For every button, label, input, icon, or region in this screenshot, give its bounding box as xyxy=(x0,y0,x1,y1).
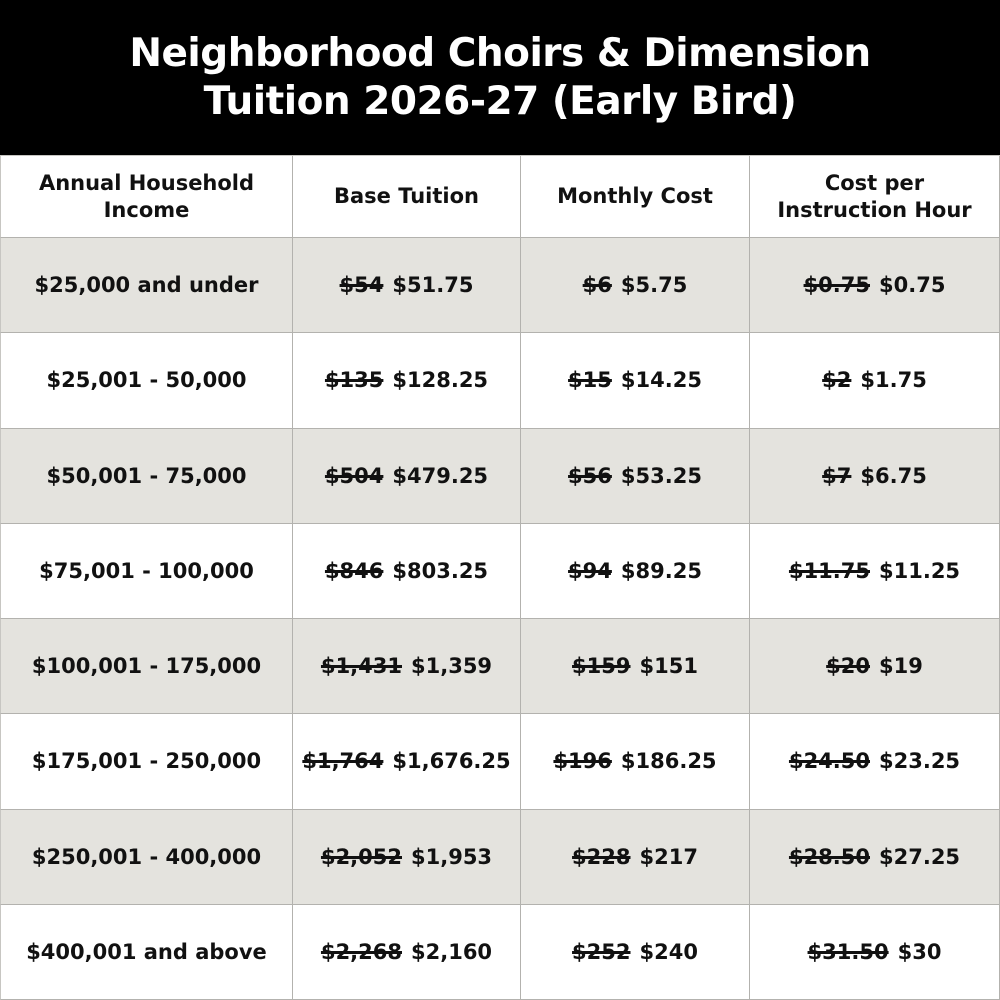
early-bird-price: $5.75 xyxy=(620,273,688,298)
early-bird-price: $30 xyxy=(897,939,942,964)
original-price: $1,764 xyxy=(302,749,384,774)
early-bird-price: $27.25 xyxy=(879,844,961,869)
original-price: $11.75 xyxy=(788,558,870,583)
original-price: $94 xyxy=(568,558,612,583)
early-bird-price: $1.75 xyxy=(860,368,927,393)
title-line-2: Tuition 2026-27 (Early Bird) xyxy=(203,78,797,124)
table-row xyxy=(0,524,1000,619)
original-price: $6 xyxy=(582,273,612,298)
income-cell xyxy=(0,905,293,1000)
original-price: $135 xyxy=(324,368,384,393)
income-cell xyxy=(0,238,293,333)
title-line-1: Neighborhood Choirs & Dimension xyxy=(129,30,871,76)
income-cell xyxy=(0,810,293,905)
table-row xyxy=(0,810,1000,905)
early-bird-price: $217 xyxy=(639,844,698,869)
income-range: $100,001 - 175,000 xyxy=(31,654,262,679)
early-bird-price: $151 xyxy=(639,654,698,679)
income-cell xyxy=(0,333,293,428)
cost-per-hour-cell xyxy=(750,238,1000,333)
cost-per-hour-cell xyxy=(750,714,1000,809)
early-bird-price: $2,160 xyxy=(411,939,493,964)
original-price: $20 xyxy=(826,654,870,679)
cost-per-hour-cell xyxy=(750,333,1000,428)
income-range: $75,001 - 100,000 xyxy=(39,558,254,583)
table-row xyxy=(0,333,1000,428)
cost-per-hour-cell xyxy=(750,524,1000,619)
original-price: $54 xyxy=(339,273,384,298)
early-bird-price: $53.25 xyxy=(620,463,702,488)
income-cell xyxy=(0,524,293,619)
table-row xyxy=(0,619,1000,714)
base-tuition-cell xyxy=(293,238,521,333)
income-range: $25,001 - 50,000 xyxy=(46,368,247,393)
cost-per-hour-cell xyxy=(750,905,1000,1000)
cost-per-hour-cell xyxy=(750,619,1000,714)
original-price: $504 xyxy=(324,463,384,488)
original-price: $56 xyxy=(568,463,612,488)
early-bird-price: $51.75 xyxy=(392,273,474,298)
income-range: $400,001 and above xyxy=(26,939,267,964)
income-cell xyxy=(0,619,293,714)
income-range: $25,000 and under xyxy=(34,273,259,298)
original-price: $28.50 xyxy=(788,844,870,869)
original-price: $252 xyxy=(572,939,631,964)
original-price: $2 xyxy=(822,368,852,393)
original-price: $0.75 xyxy=(803,273,870,298)
cost-per-hour-cell xyxy=(750,429,1000,524)
monthly-cost-cell xyxy=(521,810,750,905)
early-bird-price: $23.25 xyxy=(879,749,961,774)
original-price: $846 xyxy=(324,558,384,583)
original-price: $24.50 xyxy=(788,749,870,774)
tuition-table xyxy=(0,155,1000,1000)
table-row xyxy=(0,238,1000,333)
income-range: $50,001 - 75,000 xyxy=(46,463,247,488)
early-bird-price: $0.75 xyxy=(879,273,946,298)
monthly-cost-cell xyxy=(521,429,750,524)
monthly-cost-cell xyxy=(521,619,750,714)
column-header-income: Annual Household Income xyxy=(0,156,293,238)
base-tuition-cell xyxy=(293,619,521,714)
original-price: $228 xyxy=(572,844,631,869)
column-header-base-tuition: Base Tuition xyxy=(293,156,521,238)
monthly-cost-cell xyxy=(521,905,750,1000)
early-bird-price: $1,953 xyxy=(411,844,493,869)
early-bird-price: $479.25 xyxy=(392,463,489,488)
income-cell xyxy=(0,429,293,524)
page-title xyxy=(129,30,870,125)
income-cell xyxy=(0,714,293,809)
original-price: $7 xyxy=(822,463,852,488)
early-bird-price: $1,676.25 xyxy=(392,749,511,774)
base-tuition-cell xyxy=(293,810,521,905)
monthly-cost-cell xyxy=(521,333,750,428)
income-range: $250,001 - 400,000 xyxy=(31,844,262,869)
early-bird-price: $19 xyxy=(879,654,923,679)
original-price: $1,431 xyxy=(320,654,402,679)
early-bird-price: $803.25 xyxy=(392,558,489,583)
early-bird-price: $6.75 xyxy=(860,463,927,488)
table-row xyxy=(0,905,1000,1000)
early-bird-price: $14.25 xyxy=(620,368,702,393)
column-header-cost-per-hour: Cost per Instruction Hour xyxy=(750,156,1000,238)
table-header-row xyxy=(0,156,1000,238)
base-tuition-cell xyxy=(293,714,521,809)
income-range: $175,001 - 250,000 xyxy=(31,749,262,774)
base-tuition-cell xyxy=(293,333,521,428)
cost-per-hour-cell xyxy=(750,810,1000,905)
early-bird-price: $186.25 xyxy=(620,749,717,774)
monthly-cost-cell xyxy=(521,238,750,333)
early-bird-price: $1,359 xyxy=(411,654,493,679)
original-price: $31.50 xyxy=(807,939,889,964)
original-price: $159 xyxy=(572,654,631,679)
early-bird-price: $89.25 xyxy=(620,558,702,583)
base-tuition-cell xyxy=(293,905,521,1000)
title-banner xyxy=(0,0,1000,155)
base-tuition-cell xyxy=(293,524,521,619)
original-price: $196 xyxy=(553,749,612,774)
base-tuition-cell xyxy=(293,429,521,524)
column-header-monthly-cost: Monthly Cost xyxy=(521,156,750,238)
early-bird-price: $240 xyxy=(639,939,698,964)
table-row xyxy=(0,714,1000,809)
monthly-cost-cell xyxy=(521,524,750,619)
original-price: $2,268 xyxy=(320,939,402,964)
early-bird-price: $128.25 xyxy=(392,368,489,393)
original-price: $15 xyxy=(568,368,612,393)
table-row xyxy=(0,429,1000,524)
early-bird-price: $11.25 xyxy=(879,558,961,583)
monthly-cost-cell xyxy=(521,714,750,809)
original-price: $2,052 xyxy=(320,844,402,869)
